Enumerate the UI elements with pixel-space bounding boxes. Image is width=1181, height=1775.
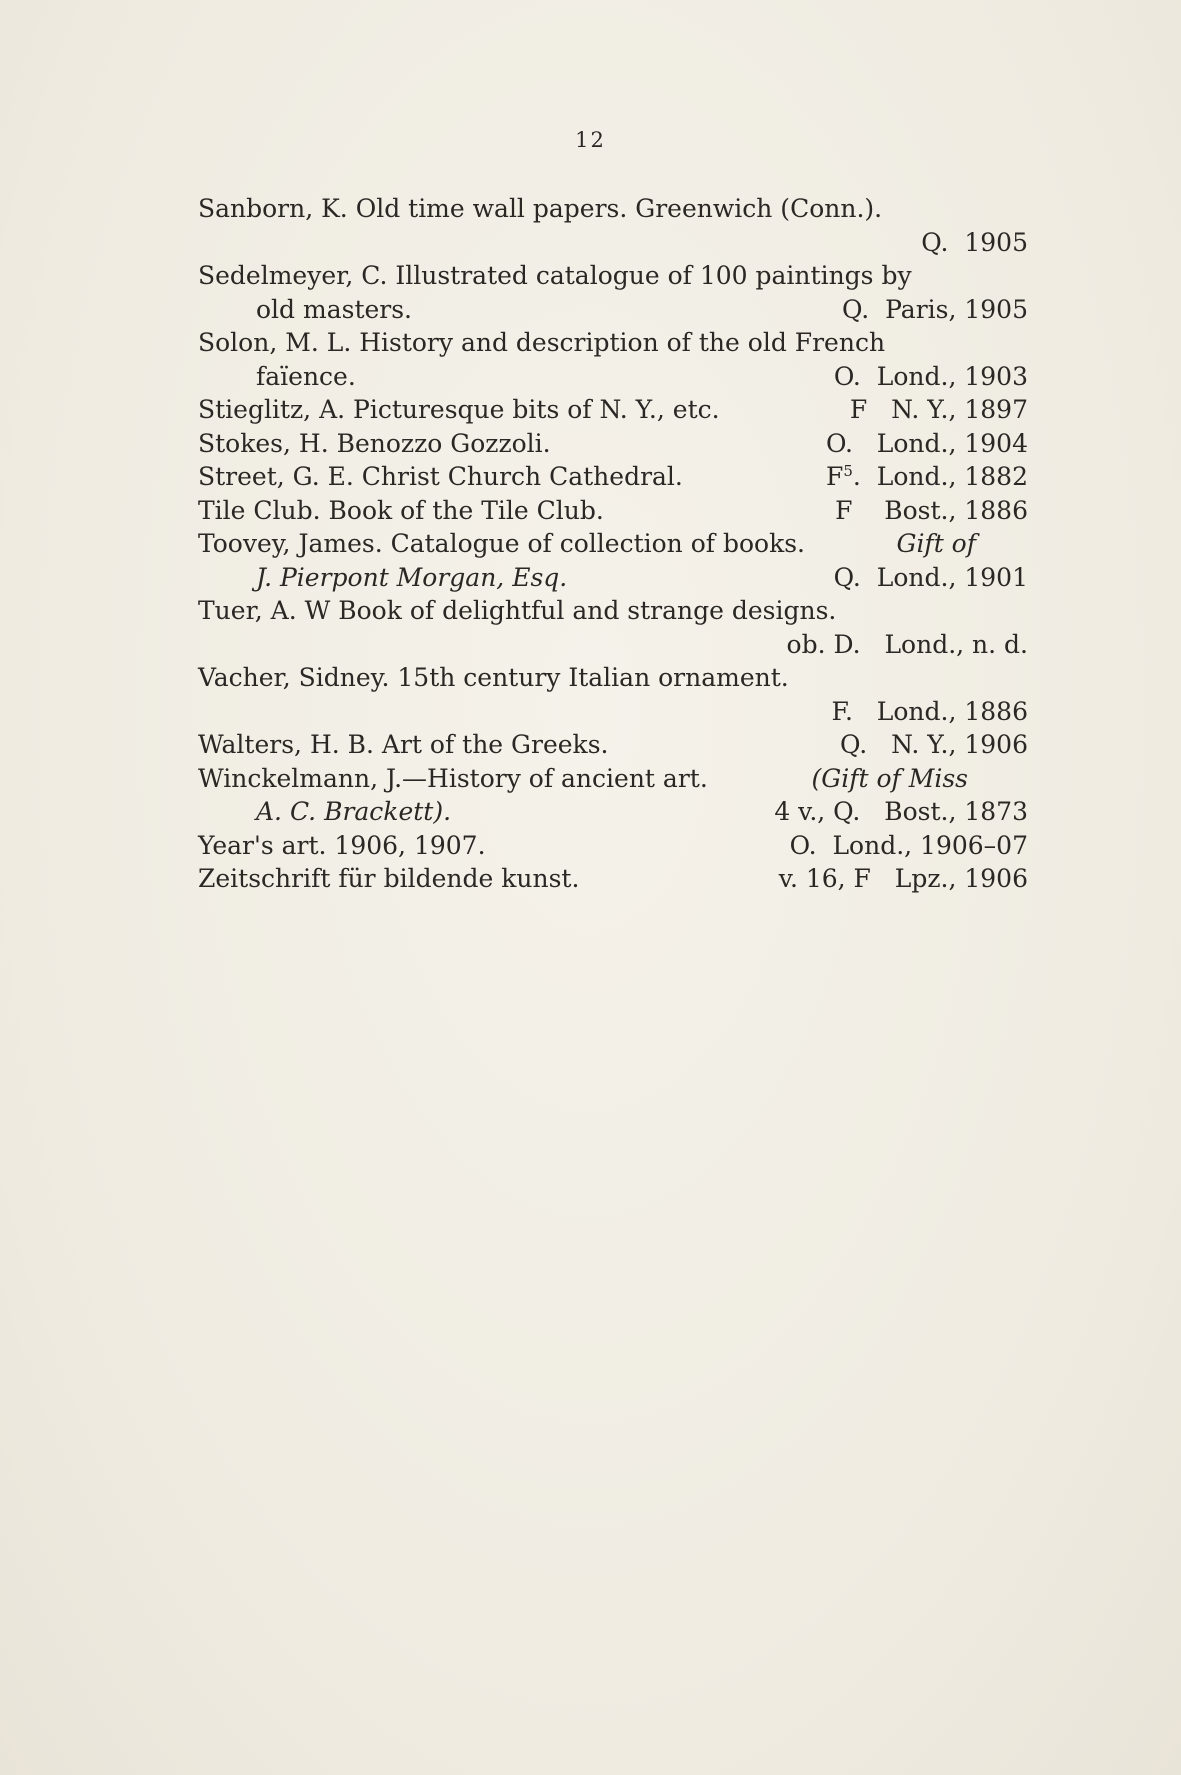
entry-toovey-cont xyxy=(198,561,1028,595)
entry-text: Zeitschrift für bildende kunst. xyxy=(198,864,580,893)
entry-sanborn xyxy=(198,192,1028,226)
entry-place-date: Lond., 1906–07 xyxy=(832,830,1028,860)
entry-place-date: Lond., 1904 xyxy=(876,428,1028,458)
entry-format: O. xyxy=(789,830,817,860)
entry-winckelmann-cont xyxy=(198,795,1028,829)
entry-stokes xyxy=(198,427,1028,461)
entry-text: Stokes, H. Benozzo Gozzoli. xyxy=(198,428,551,458)
entry-place-date: Lpz., 1906 xyxy=(894,864,1028,893)
entry-stieglitz xyxy=(198,393,1028,427)
entry-place-date: Paris, 1905 xyxy=(885,294,1028,324)
entry-format: F xyxy=(826,462,844,491)
entry-format: Q. xyxy=(833,562,861,592)
entry-format-sup: 5 xyxy=(843,462,853,480)
entry-place-date: Lond., 1903 xyxy=(876,361,1028,391)
entry-place-date: Bost., 1886 xyxy=(884,495,1028,525)
entry-tuer-imprint xyxy=(198,628,1028,662)
entry-text: Winckelmann, J.—History of ancient art. xyxy=(198,763,708,793)
entry-text: Walters, H. B. Art of the Greeks. xyxy=(198,730,609,759)
entry-format: 4 v., Q. xyxy=(774,797,861,826)
entry-years-art xyxy=(198,829,1028,863)
entry-gift-donor: A. C. Brackett). xyxy=(256,797,452,826)
entry-text: Sanborn, K. Old time wall papers. Greenwich (Conn.). xyxy=(198,194,883,223)
entry-place-date: Bost., 1873 xyxy=(884,797,1028,826)
entry-format: Q. xyxy=(921,227,949,257)
entry-walters xyxy=(198,728,1028,762)
entry-text: Tile Club. Book of the Tile Club. xyxy=(198,495,604,525)
entry-format: Q. xyxy=(841,294,870,324)
entry-place-date: Lond., 1886 xyxy=(876,696,1028,726)
entry-sanborn-imprint xyxy=(198,226,1028,260)
entry-text: Solon, M. L. History and description of the old French xyxy=(198,328,886,357)
entry-tile-club xyxy=(198,494,1028,528)
entry-place-date: Lond., 1901 xyxy=(876,562,1028,592)
entry-tuer xyxy=(198,594,1028,628)
entry-sedelmeyer-cont xyxy=(198,293,1028,327)
entry-format-suffix: . xyxy=(852,462,861,491)
entry-format: F xyxy=(835,495,853,525)
entry-text: Vacher, Sidney. 15th century Italian ornament. xyxy=(198,663,789,692)
entry-vacher xyxy=(198,661,1028,695)
entry-text: Toovey, James. Catalogue of collection of books. xyxy=(198,529,805,558)
entry-vacher-imprint xyxy=(198,695,1028,729)
entry-solon-cont xyxy=(198,360,1028,394)
entry-text: Street, G. E. Christ Church Cathedral. xyxy=(198,462,683,491)
entry-sedelmeyer xyxy=(198,259,1028,293)
entry-format: O. xyxy=(825,428,853,458)
entry-place-date: Lond., n. d. xyxy=(884,629,1028,659)
entry-format: F xyxy=(849,395,868,424)
entry-place-date: N. Y., 1897 xyxy=(891,395,1028,424)
entry-text: Year's art. 1906, 1907. xyxy=(198,830,486,860)
entry-gift-note: (Gift of Miss xyxy=(811,763,968,793)
entry-format: ob. D. xyxy=(786,629,861,659)
entry-zeitschrift xyxy=(198,862,1028,896)
entry-toovey xyxy=(198,527,1028,561)
page-number: 12 xyxy=(575,128,606,152)
bibliography-list xyxy=(198,192,1028,896)
entry-winckelmann xyxy=(198,762,1028,796)
entry-format: O. xyxy=(833,361,861,391)
entry-place-date: N. Y., 1906 xyxy=(891,730,1028,759)
entry-place-date: 1905 xyxy=(964,227,1028,257)
entry-gift-note: Gift of xyxy=(896,529,976,558)
entry-place-date: Lond., 1882 xyxy=(876,462,1028,491)
entry-solon xyxy=(198,326,1028,360)
entry-text-cont: old masters. xyxy=(256,294,413,324)
entry-format: v. 16, F xyxy=(778,864,871,893)
entry-text: Sedelmeyer, C. Illustrated catalogue of 100 paintings by xyxy=(198,261,912,290)
entry-street xyxy=(198,460,1028,494)
entry-gift-donor: J. Pierpont Morgan, Esq. xyxy=(256,562,568,592)
entry-format: F. xyxy=(831,696,853,726)
entry-text: Tuer, A. W Book of delightful and strange designs. xyxy=(198,596,837,625)
entry-text-cont: faïence. xyxy=(256,361,356,391)
entry-text: Stieglitz, A. Picturesque bits of N. Y., etc. xyxy=(198,395,720,424)
entry-format: Q. xyxy=(840,730,868,759)
